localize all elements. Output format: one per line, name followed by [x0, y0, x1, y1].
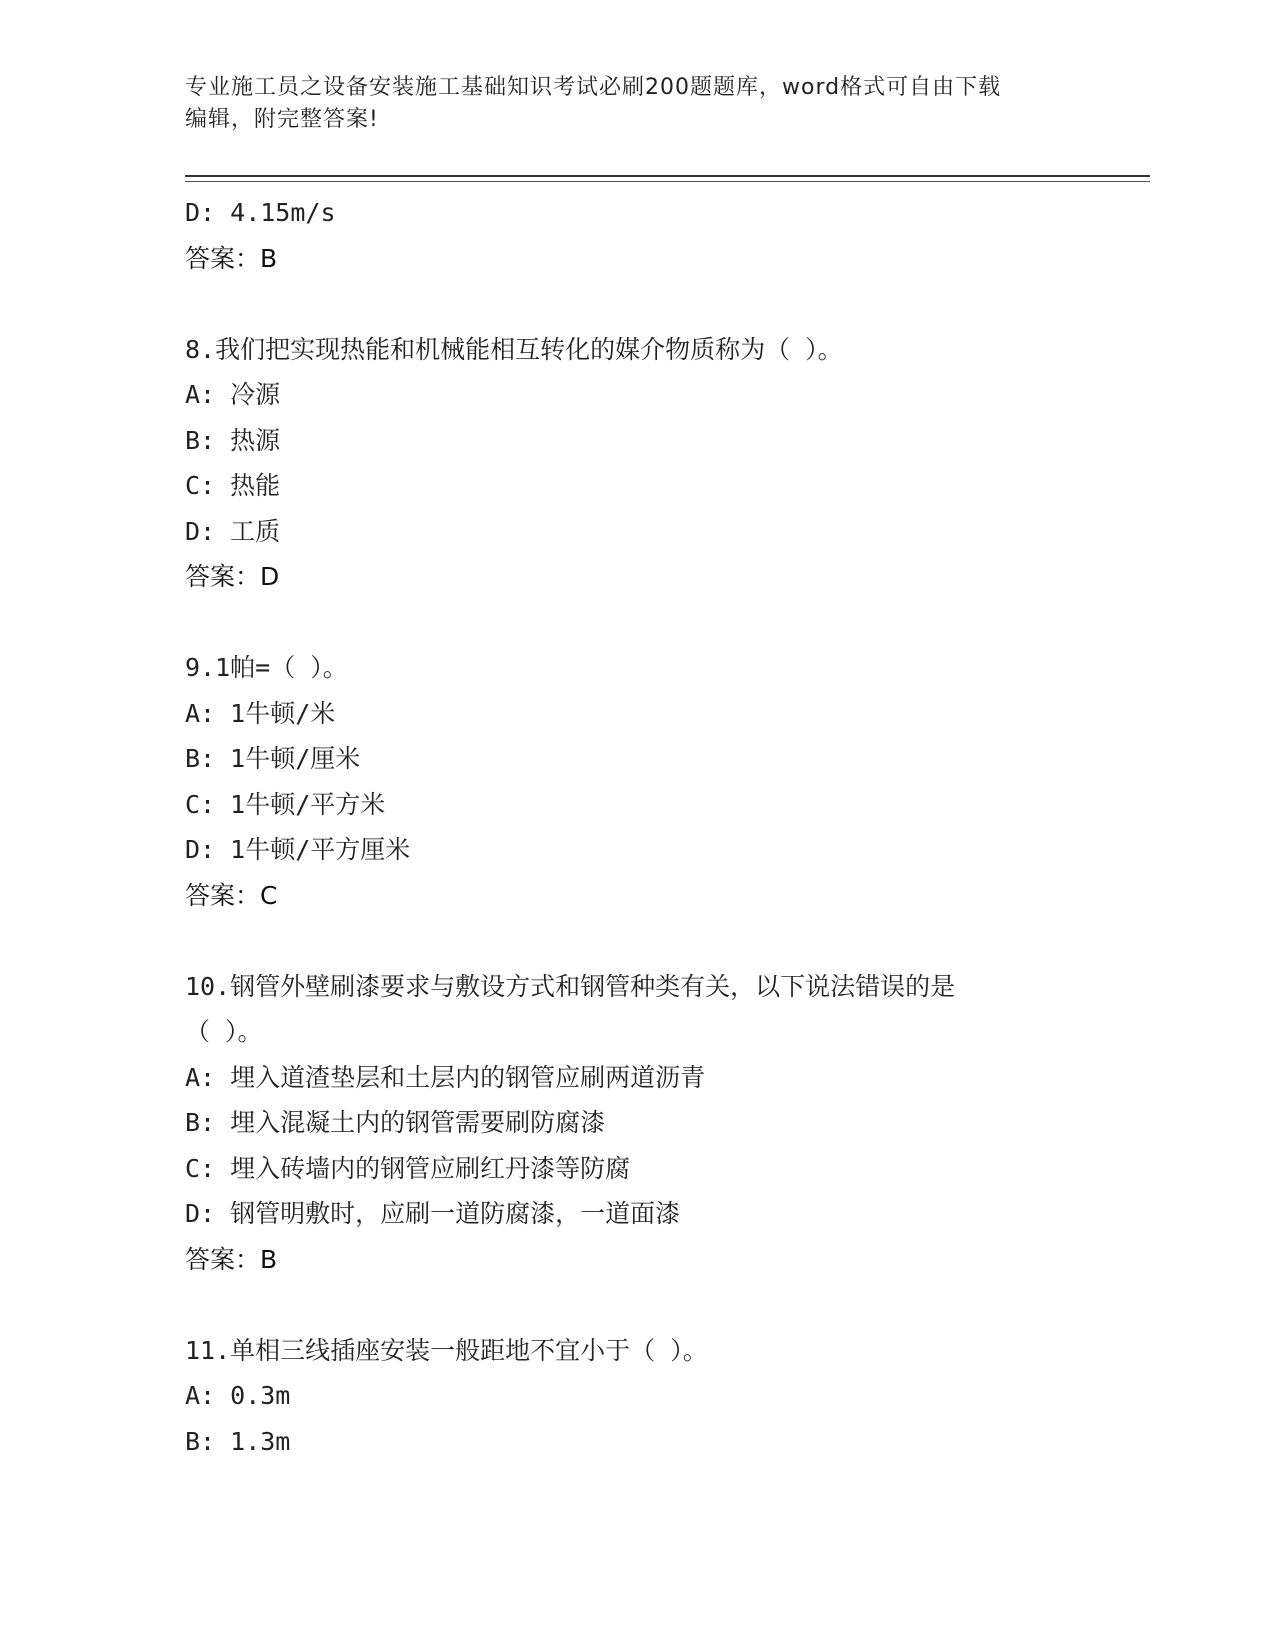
- question-11: [185, 1328, 1135, 1465]
- question-10-text-line-2: （ ）。: [185, 1017, 263, 1046]
- question-10-option-b: B: 埋入混凝土内的钢管需要刷防腐漆: [185, 1108, 606, 1137]
- question-8-text: 8.我们把实现热能和机械能相互转化的媒介物质称为（ ）。: [185, 334, 843, 364]
- spacer: [185, 600, 1135, 646]
- question-10-option-d: D: 钢管明敷时，应刷一道防腐漆，一道面漆: [185, 1199, 681, 1228]
- question-11-option-a: A: 0.3m: [185, 1381, 291, 1410]
- q7-option-d: D: 4.15m/s: [185, 198, 336, 227]
- question-8-answer: 答案：D: [185, 562, 280, 591]
- question-9-answer: 答案：C: [185, 880, 278, 910]
- document-header: [185, 72, 1085, 136]
- question-8-option-d: D: 工质: [185, 516, 281, 546]
- question-list: [185, 190, 1135, 1464]
- header-title-line-2: 编辑，附完整答案!: [185, 107, 379, 132]
- question-8-option-b: B: 热源: [185, 425, 281, 455]
- question-10-text-line-1: 10.钢管外壁刷漆要求与敷设方式和钢管种类有关，以下说法错误的是: [185, 971, 956, 1001]
- spacer: [185, 1282, 1135, 1328]
- question-8: [185, 327, 1135, 600]
- question-9-option-d: D: 1牛顿/平方厘米: [185, 835, 411, 864]
- spacer: [185, 281, 1135, 327]
- question-9-option-c: C: 1牛顿/平方米: [185, 789, 386, 819]
- question-8-option-a: A: 冷源: [185, 380, 281, 409]
- question-10-option-a: A: 埋入道渣垫层和土层内的钢管应刷两道沥青: [185, 1062, 706, 1092]
- question-10: [185, 964, 1135, 1283]
- question-11-option-b: B: 1.3m: [185, 1426, 291, 1456]
- question-9-option-a: A: 1牛顿/米: [185, 698, 336, 728]
- question-9: [185, 645, 1135, 918]
- q7-answer: 答案：B: [185, 243, 278, 273]
- question-8-option-c: C: 热能: [185, 471, 281, 500]
- header-divider-thin: [185, 181, 1150, 182]
- question-11-text: 11.单相三线插座安装一般距地不宜小于（ ）。: [185, 1335, 708, 1365]
- header-divider-thick: [185, 175, 1150, 177]
- question-9-text: 9.1帕=（ ）。: [185, 653, 348, 682]
- header-title-line-1: 专业施工员之设备安装施工基础知识考试必刷200题题库，word格式可自由下载: [185, 75, 1002, 100]
- question-10-option-c: C: 埋入砖墙内的钢管应刷红丹漆等防腐: [185, 1153, 631, 1183]
- question-9-option-b: B: 1牛顿/厘米: [185, 744, 361, 773]
- spacer: [185, 918, 1135, 964]
- question-10-answer: 答案：B: [185, 1244, 278, 1274]
